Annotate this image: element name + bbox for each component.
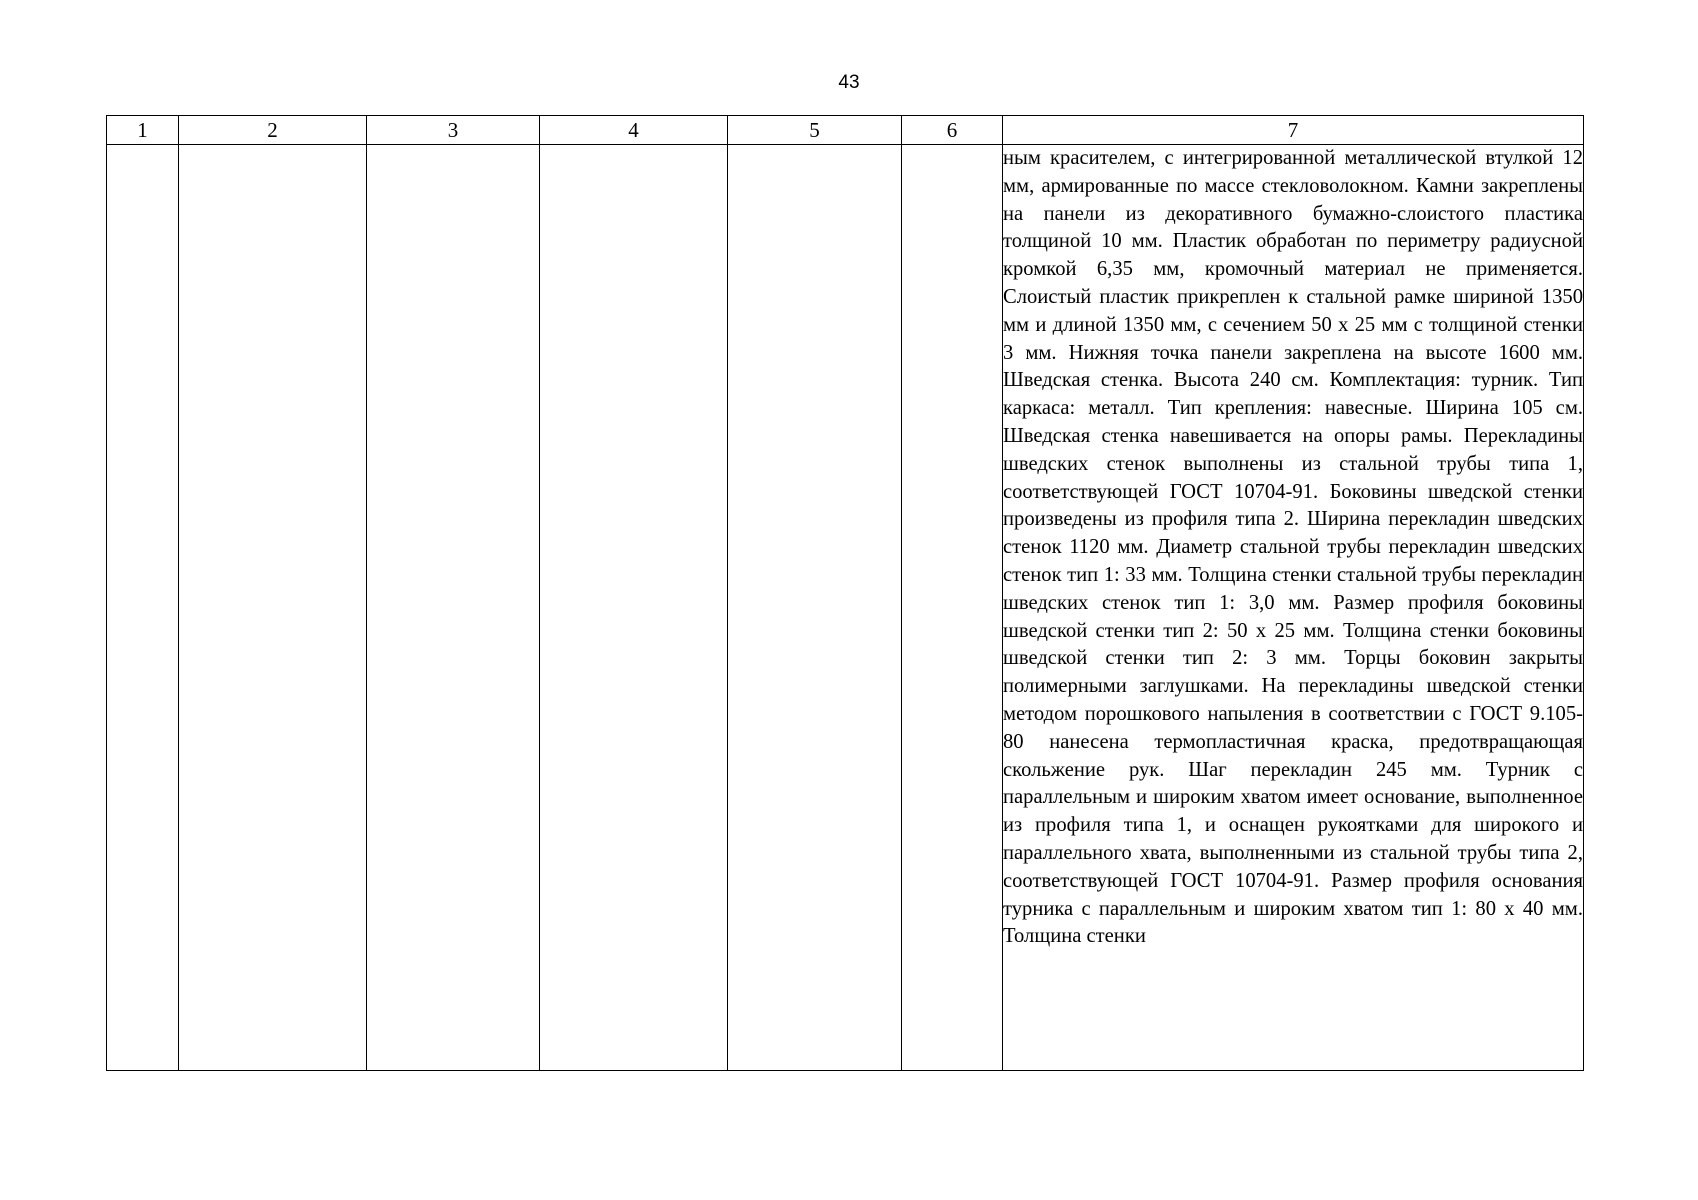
column-header-4: 4 xyxy=(540,116,728,145)
column-header-5: 5 xyxy=(728,116,902,145)
column-header-2: 2 xyxy=(179,116,367,145)
table-row xyxy=(107,145,1584,1071)
page-number: 43 xyxy=(838,72,860,93)
product-description-text: ным красителем, с интегрированной металлической втулкой 12 мм, армированные по массе стекловолокном. Камни закреплены на панели из декоративного бумажно-слоистого пластика толщиной 10 мм. Пластик обработан по периметру радиусной кромкой 6,35 мм, кромочный материал не применяется. Слоистый пластик прикреплен к стальной рамке шириной 1350 мм и длиной 1350 мм, с сечением 50 х 25 мм с толщиной стенки 3 мм. Нижняя точка панели закреплена на высоте 1600 мм. Шведская стенка. Высота 240 см. Комплектация: турник. Тип каркаса: металл. Тип крепления: навесные. Ширина 105 см. Шведская стенка навешивается на опоры рамы. Перекладины шведских стенок выполнены из стальной трубы типа 1, соответствующей ГОСТ 10704-91. Боковины шведской стенки произведены из профиля типа 2. Ширина перекладин шведских стенок 1120 мм. Диаметр стальной трубы перекладин шведских стенок тип 1: 33 мм. Толщина стенки стальной трубы перекладин шведских стенок тип 1: 3,0 мм. Размер профиля боковины шведской стенки тип 2: 50 х 25 мм. Толщина стенки боковины шведской стенки тип 2: 3 мм. Торцы боковин закрыты полимерными заглушками. На перекладины шведской стенки методом порошкового напыления в соответствии с ГОСТ 9.105-80 нанесена термопластичная краска, предотвращающая скольжение рук. Шаг перекладин 245 мм. Турник с параллельным и широким хватом имеет основание, выполненное из профиля типа 1, и оснащен рукоятками для широкого и параллельного хвата, выполненными из стальной трубы типа 2, соответствующей ГОСТ 10704-91. Размер профиля основания турника с параллельным и широким хватом тип 1: 80 х 40 мм. Толщина стенки xyxy=(1003,147,1583,948)
column-number-row xyxy=(107,116,1584,145)
column-header-7: 7 xyxy=(1003,116,1584,145)
cell-col-1 xyxy=(107,145,179,1071)
column-header-6: 6 xyxy=(902,116,1003,145)
cell-col-7 xyxy=(1003,145,1584,1071)
cell-col-5 xyxy=(728,145,902,1071)
column-header-1: 1 xyxy=(107,116,179,145)
cell-col-3 xyxy=(367,145,540,1071)
cell-col-2 xyxy=(179,145,367,1071)
specification-table xyxy=(106,115,1584,1071)
cell-col-4 xyxy=(540,145,728,1071)
cell-col-6 xyxy=(902,145,1003,1071)
column-header-3: 3 xyxy=(367,116,540,145)
